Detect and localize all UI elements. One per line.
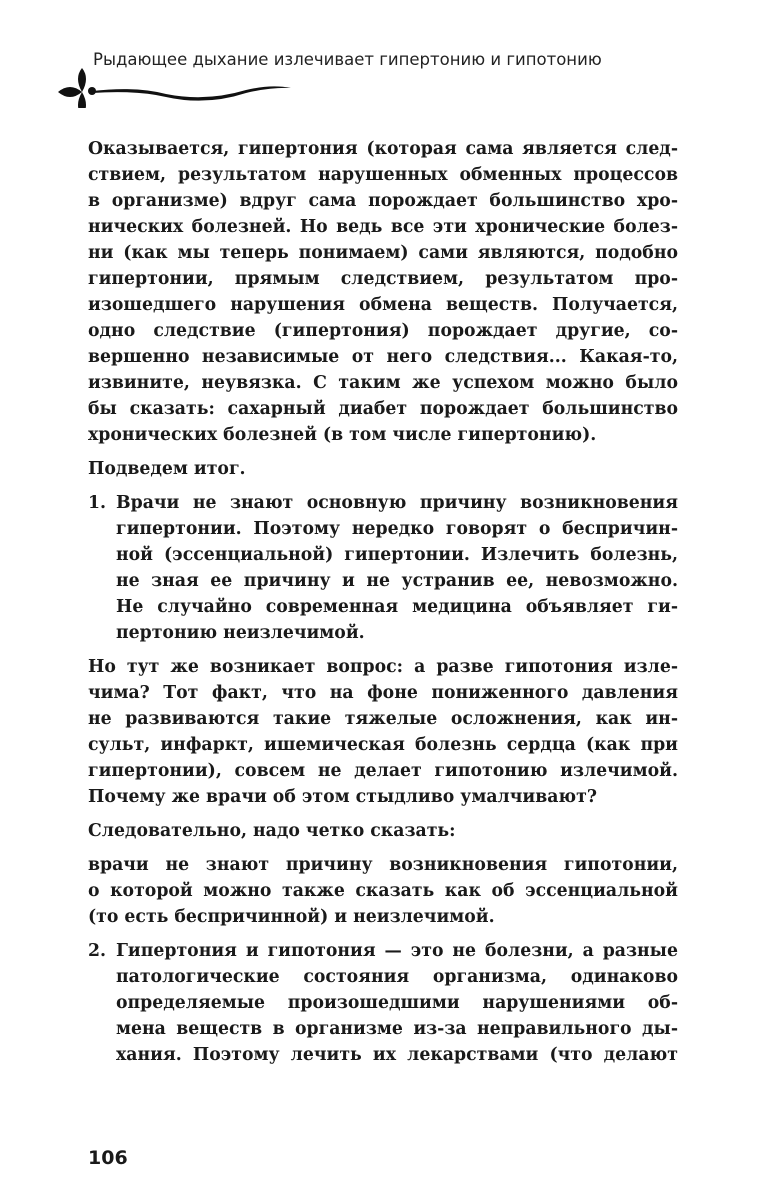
text-line: хронических болезней (в том числе гипертонию). bbox=[88, 425, 597, 445]
text-line: извините, неувязка. С таким же успехом можно было bbox=[88, 373, 678, 393]
numbered-item bbox=[88, 938, 678, 1068]
text-line: Почему же врачи об этом стыдливо умалчивают? bbox=[88, 787, 597, 807]
text-line: одно следствие (гипертония) порождает другие, со- bbox=[88, 321, 678, 341]
text-line: врачи не знают причину возникновения гипотонии, bbox=[88, 855, 678, 875]
text-line: мена веществ в организме из-за неправильного ды- bbox=[116, 1019, 678, 1039]
text-line: гипертонии, прямым следствием, результатом про- bbox=[88, 269, 678, 289]
item-number: 1. bbox=[88, 493, 107, 513]
text-line: о которой можно также сказать как об эссенциальной bbox=[88, 881, 678, 901]
text-line: Следовательно, надо четко сказать: bbox=[88, 821, 456, 841]
text-line: вершенно независимые от него следствия... Какая-то, bbox=[88, 347, 678, 367]
text-line: Оказывается, гипертония (которая сама является след- bbox=[88, 139, 678, 159]
text-line: сульт, инфаркт, ишемическая болезнь сердца (как при bbox=[88, 735, 678, 755]
text-line: Не случайно современная медицина объявляет ги- bbox=[116, 597, 678, 617]
text-line: гипертонии. Поэтому нередко говорят о беспричин- bbox=[116, 519, 678, 539]
item-text bbox=[116, 938, 678, 1068]
text-line: чима? Тот факт, что на фоне пониженного давления bbox=[88, 683, 678, 703]
paragraph bbox=[88, 852, 678, 930]
text-line: в организме) вдруг сама порождает большинство хро- bbox=[88, 191, 678, 211]
text-line: гипертонии), совсем не делает гипотонию излечимой. bbox=[88, 761, 678, 781]
numbered-item bbox=[88, 490, 678, 646]
item-text bbox=[116, 490, 678, 646]
paragraph bbox=[88, 818, 678, 844]
text-line: Гипертония и гипотония — это не болезни, а разные bbox=[116, 941, 678, 961]
page-body bbox=[88, 136, 678, 1076]
text-line: Врачи не знают основную причину возникновения bbox=[116, 493, 678, 513]
text-line: не зная ее причину и не устранив ее, невозможно. bbox=[116, 571, 678, 591]
section-heading: Подведем итог. bbox=[88, 459, 246, 479]
paragraph bbox=[88, 136, 678, 448]
text-line: ни (как мы теперь понимаем) сами являются, подобно bbox=[88, 243, 678, 263]
text-line: ной (эссенциальной) гипертонии. Излечить болезнь, bbox=[116, 545, 678, 565]
text-line: (то есть беспричинной) и неизлечимой. bbox=[88, 907, 495, 927]
text-line: бы сказать: сахарный диабет порождает большинство bbox=[88, 399, 678, 419]
text-line: хания. Поэтому лечить их лекарствами (что делают bbox=[116, 1045, 678, 1065]
item-number: 2. bbox=[88, 941, 107, 961]
text-line: патологические состояния организма, одинаково bbox=[116, 967, 678, 987]
text-line: определяемые произошедшими нарушениями об- bbox=[116, 993, 678, 1013]
running-header: Рыдающее дыхание излечивает гипертонию и гипотонию bbox=[93, 50, 602, 69]
text-line: изошедшего нарушения обмена веществ. Получается, bbox=[88, 295, 678, 315]
page-number: 106 bbox=[88, 1147, 128, 1169]
fleuron-ornament-icon bbox=[56, 68, 306, 108]
text-line: пертонию неизлечимой. bbox=[116, 623, 365, 643]
text-line: Но тут же возникает вопрос: а разве гипотония изле- bbox=[88, 657, 678, 677]
paragraph bbox=[88, 654, 678, 810]
text-line: нических болезней. Но ведь все эти хронические болез- bbox=[88, 217, 678, 237]
text-line: не развиваются такие тяжелые осложнения, как ин- bbox=[88, 709, 678, 729]
text-line: ствием, результатом нарушенных обменных процессов bbox=[88, 165, 678, 185]
